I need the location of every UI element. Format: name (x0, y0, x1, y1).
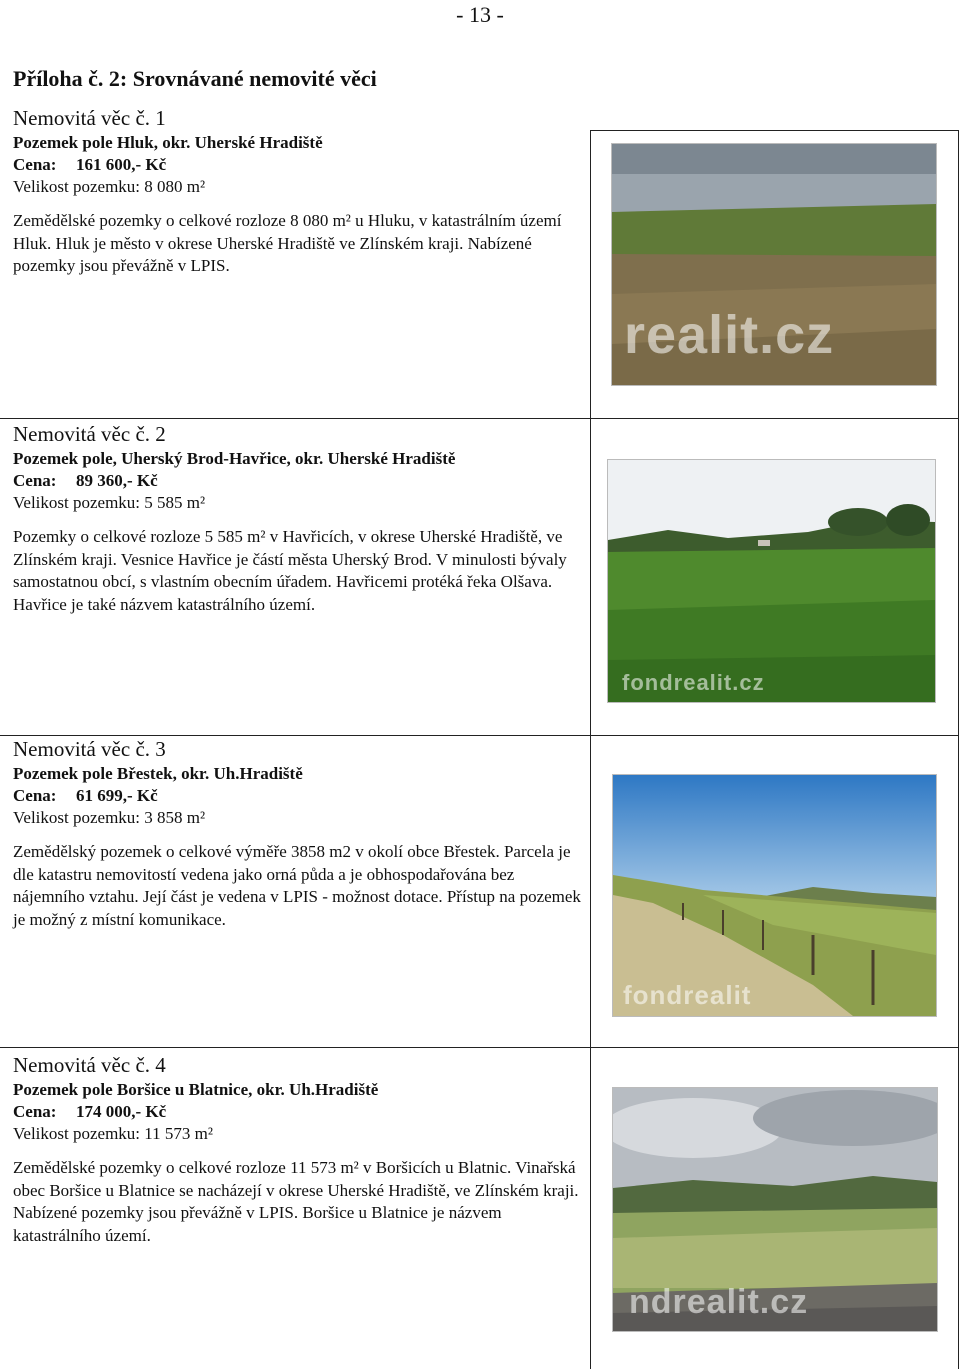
property-item-3 (13, 737, 588, 931)
item-heading: Nemovitá věc č. 2 (13, 422, 166, 446)
price-row (13, 1101, 588, 1123)
property-item-4 (13, 1053, 588, 1247)
table-divider-vertical (590, 130, 591, 1369)
item-heading: Nemovitá věc č. 4 (13, 1053, 166, 1077)
property-photo-2 (607, 459, 936, 703)
watermark: fondrealit (623, 980, 752, 1010)
watermark: realit.cz (624, 305, 835, 365)
table-row-divider (0, 1047, 959, 1048)
appendix-title: Příloha č. 2: Srovnávané nemovité věci (13, 66, 377, 91)
property-item-1 (13, 106, 588, 278)
item-description: Zemědělský pozemek o celkové výměře 3858 m2 v okolí obce Břestek. Parcela je dle katastru nemovitostí vedena jako orná půda a je obhospodařována bez nájemního vztahu. Její část je vedena v LPIS - možnost dotace. Přístup na pozemek je možný z místní komunikace. (13, 842, 581, 929)
item-description: Zemědělské pozemky o celkové rozloze 8 080 m² u Hluku, v katastrálním území Hluk. Hluk je město v okrese Uherské Hradiště ve Zlínském kraji. Nabízené pozemky jsou převážně v LPIS. (13, 211, 562, 275)
price-value: 174 000,- Kč (76, 1102, 167, 1121)
plot-size: Velikost pozemku: 8 080 m² (13, 177, 206, 196)
item-name: Pozemek pole, Uherský Brod-Havřice, okr. Uherské Hradiště (13, 449, 456, 468)
property-item-2 (13, 422, 588, 616)
item-name: Pozemek pole Hluk, okr. Uherské Hradiště (13, 133, 323, 152)
property-photo-3 (612, 774, 937, 1017)
item-heading: Nemovitá věc č. 3 (13, 737, 166, 761)
price-row (13, 154, 588, 176)
price-label: Cena: (13, 471, 57, 490)
watermark: ndrealit.cz (629, 1283, 809, 1321)
price-row (13, 470, 588, 492)
item-name: Pozemek pole Boršice u Blatnice, okr. Uh.Hradiště (13, 1080, 379, 1099)
watermark: fondrealit.cz (622, 670, 765, 695)
item-description: Pozemky o celkové rozloze 5 585 m² v Havřicích, v okrese Uherské Hradiště, ve Zlínském kraji. Vesnice Havřice je částí města Uherský Brod. V minulosti bývaly samostatnou obcí, s vlastním obecním úřadem. Havřicemi protéká řeka Olšava. Havřice je také názvem katastrálního území. (13, 527, 567, 614)
item-name: Pozemek pole Břestek, okr. Uh.Hradiště (13, 764, 303, 783)
item-description: Zemědělské pozemky o celkové rozloze 11 573 m² v Boršicích u Blatnic. Vinařská obec Boršice u Blatnice se nacházejí v okrese Uherské Hradiště, ve Zlínském kraji. Nabízené pozemky jsou převážně v LPIS. Boršice u Blatnice je názvem katastrálního území. (13, 1158, 579, 1245)
price-value: 89 360,- Kč (76, 471, 158, 490)
property-photo-1 (611, 143, 937, 386)
plot-size: Velikost pozemku: 3 858 m² (13, 808, 206, 827)
price-value: 161 600,- Kč (76, 155, 167, 174)
page-number: - 13 - (456, 2, 504, 27)
item-heading: Nemovitá věc č. 1 (13, 106, 166, 130)
table-row-divider (0, 418, 959, 419)
table-row-divider (0, 735, 959, 736)
table-border-top (590, 130, 959, 131)
price-label: Cena: (13, 155, 57, 174)
price-label: Cena: (13, 786, 57, 805)
price-value: 61 699,- Kč (76, 786, 158, 805)
plot-size: Velikost pozemku: 5 585 m² (13, 493, 206, 512)
table-border-right (958, 130, 959, 1369)
plot-size: Velikost pozemku: 11 573 m² (13, 1124, 213, 1143)
price-row (13, 785, 588, 807)
price-label: Cena: (13, 1102, 57, 1121)
property-photo-4 (612, 1087, 938, 1332)
